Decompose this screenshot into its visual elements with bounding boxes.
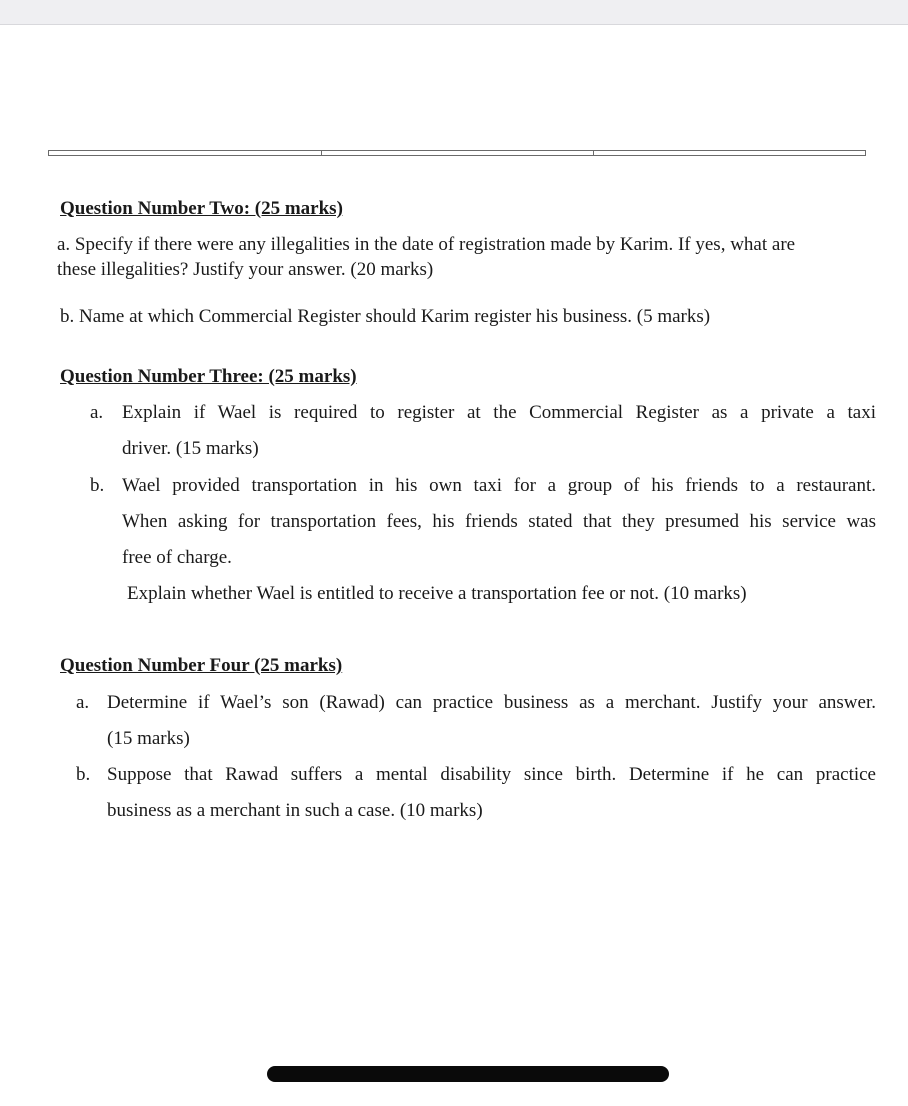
question-four-part-b-marker: b. [76, 764, 91, 785]
question-three-part-a-line2: driver. (15 marks) [122, 438, 259, 459]
table-rule [48, 150, 866, 156]
question-four-heading: Question Number Four (25 marks) [60, 655, 343, 676]
table-cell-divider [593, 151, 594, 155]
top-status-bar [0, 0, 908, 25]
question-three-part-b-marker: b. [90, 475, 105, 496]
question-four-part-a-marker: a. [76, 692, 90, 713]
question-three-part-a-marker: a. [90, 402, 104, 423]
question-three-part-b-line4: Explain whether Wael is entitled to receive a transportation fee or not. (10 marks) [127, 583, 747, 604]
question-three-part-b-line2: When asking for transportation fees, his friends stated that they presumed his service was [122, 511, 876, 532]
home-indicator[interactable] [267, 1066, 669, 1082]
question-two-heading: Question Number Two: (25 marks) [60, 198, 343, 219]
question-two-part-a-line2: these illegalities? Justify your answer. (20 marks) [57, 259, 434, 280]
question-four-part-b-line1: Suppose that Rawad suffers a mental disability since birth. Determine if he can practice [107, 764, 876, 785]
question-four-part-b-line2: business as a merchant in such a case. (10 marks) [107, 800, 483, 821]
question-four-part-a-line2: (15 marks) [107, 728, 190, 749]
table-cell-divider [321, 151, 322, 155]
question-two-part-b: b. Name at which Commercial Register should Karim register his business. (5 marks) [60, 306, 711, 327]
question-three-part-a-line1: Explain if Wael is required to register at the Commercial Register as a private a taxi [122, 402, 876, 423]
question-two-part-a-line1: a. Specify if there were any illegalities in the date of registration made by Karim. If yes, what are [57, 234, 796, 255]
question-three-part-b-line3: free of charge. [122, 547, 232, 568]
question-four-part-a-line1: Determine if Wael’s son (Rawad) can practice business as a merchant. Justify your answer. [107, 692, 876, 713]
question-three-heading: Question Number Three: (25 marks) [60, 366, 357, 387]
question-three-part-b-line1: Wael provided transportation in his own taxi for a group of his friends to a restaurant. [122, 475, 876, 496]
